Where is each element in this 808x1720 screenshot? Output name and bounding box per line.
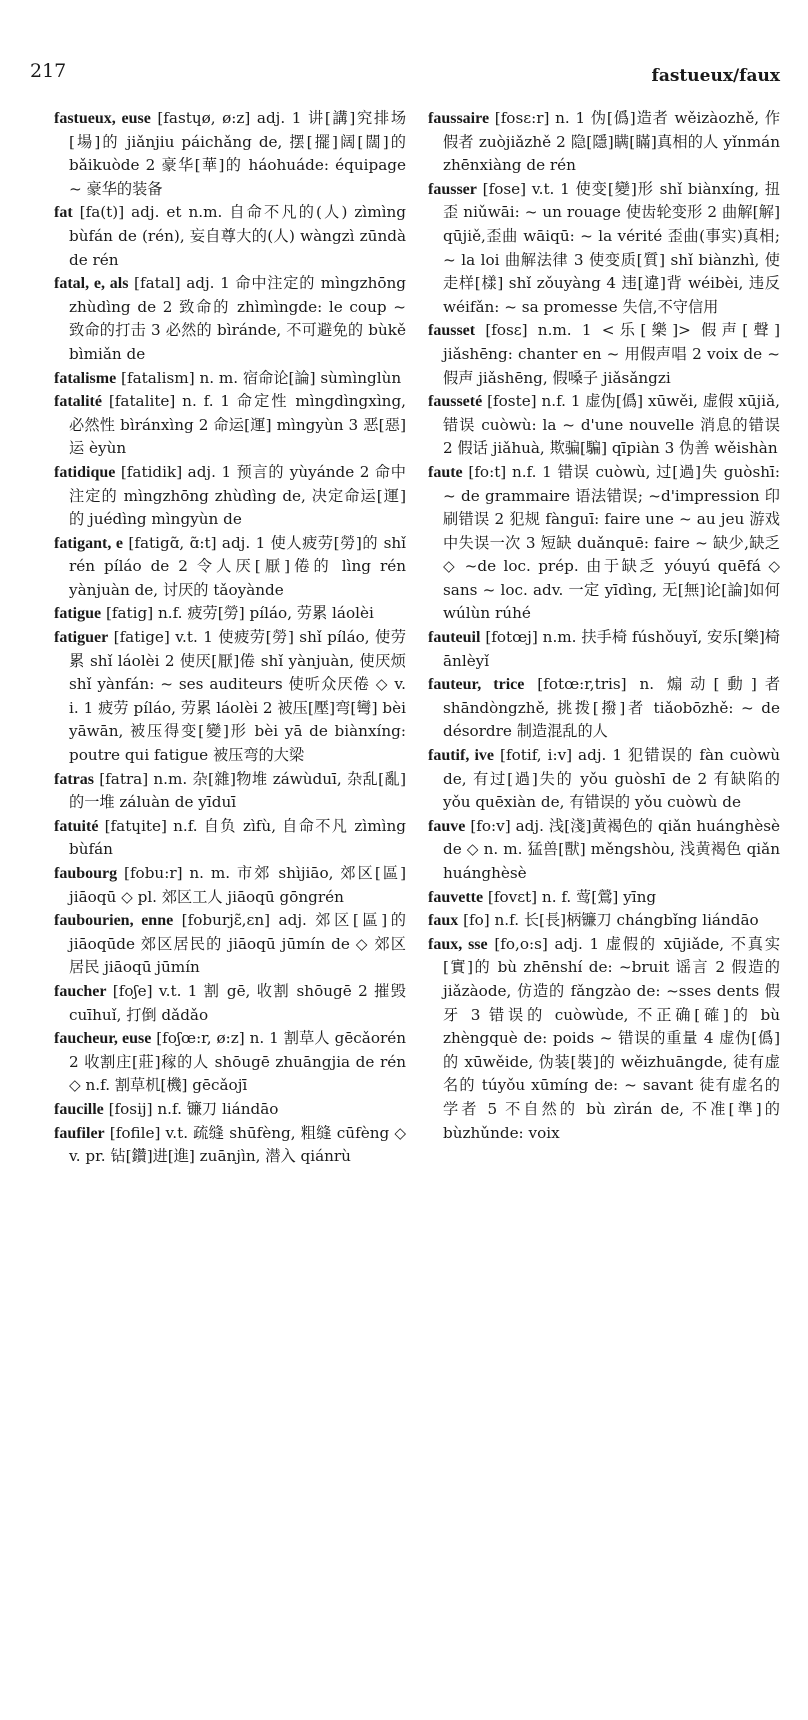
entry-headword: faubourien, enne (54, 912, 174, 930)
entry-headword: fauteuil (428, 629, 481, 647)
dictionary-entry (428, 909, 780, 933)
entry-definition: [foste] n.f. 1 虚伪[僞] xūwěi, 虚假 xūjiǎ, 错误 cuòwù: la ~ d'une nouvelle 消息的错误 2 假话 jiǎhuà, 欺骗[騙] qīpiàn 3 伪善 wěishàn (443, 392, 781, 458)
running-head: fastueux/faux (651, 66, 780, 86)
entry-headword: fatuité (54, 817, 99, 835)
right-column (428, 107, 780, 1145)
dictionary-entry (428, 461, 780, 626)
entry-headword: fauteur, trice (428, 676, 525, 694)
entry-definition: [fobu:r] n. m. 市郊 shìjiāo, 郊区[區] jiāoqū ◇ pl. 郊区工人 jiāoqū gōngrén (69, 864, 406, 906)
dictionary-entry (54, 815, 406, 862)
entry-headword: fausset (428, 322, 476, 340)
entry-headword: faucheur, euse (54, 1030, 152, 1048)
entry-headword: fatalité (54, 393, 102, 411)
dictionary-entry (54, 1098, 406, 1122)
entry-definition: [fatra] n.m. 杂[雜]物堆 záwùduī, 杂乱[亂]的一堆 záluàn de yīduī (69, 769, 406, 812)
dictionary-entry (54, 862, 406, 909)
entry-definition: [foʃe] v.t. 1 割 gē, 收割 shōugē 2 摧毁 cuīhuǐ, 打倒 dǎdǎo (69, 981, 406, 1024)
dictionary-entry (54, 909, 406, 980)
dictionary-entry (428, 673, 780, 744)
entry-definition: [fatidik] adj. 1 预言的 yùyánde 2 命中注定的 mìngzhōng zhùdìng de, 决定命运[運]的 juédìng mìngyùn de (69, 462, 406, 529)
entry-definition: [fatige] v.t. 1 使疲劳[勞] shǐ píláo, 使劳累 shǐ láolèi 2 使厌[厭]倦 shǐ yànjuàn, 使厌烦 shǐ yànfán: ~ ses auditeurs 使听众厌倦 ◇ v. i. 1 疲劳 píláo, 劳累 láolèi 2 被压[壓]弯[彎] bèi yāwān, 被压得变[變]形 bèi yā de biànxíng: poutre qui fatigue 被压弯的大梁 (69, 628, 407, 765)
dictionary-entry (54, 461, 406, 532)
entry-definition: [fatig] n.f. 疲劳[勞] píláo, 劳累 láolèi (105, 604, 374, 623)
entry-definition: [fofile] v.t. 疏缝 shūfèng, 粗缝 cūfèng ◇ v. pr. 钻[鑽]进[進] zuānjìn, 潜入 qiánrù (69, 1123, 407, 1166)
dictionary-entry (428, 815, 780, 886)
dictionary-entry (54, 626, 406, 768)
entry-headword: faubourg (54, 865, 118, 882)
entry-headword: fatiguer (54, 629, 109, 647)
entry-definition: [fotœj] n.m. 扶手椅 fúshǒuyǐ, 安乐[樂]椅 ānlèyǐ (443, 628, 780, 670)
entry-definition: [fose] v.t. 1 使变[變]形 shǐ biànxíng, 扭歪 niǔwāi: ~ un rouage 使齿轮变形 2 曲解[解] qūjiě,歪曲 wāiqū: ~ la vérité 歪曲(事实)真相; ~ la loi 曲解法律 3 使变质[質] shǐ biànzhì, 使走样[樣] shǐ zǒuyàng 4 违[違]背 wéibèi, 违反 wéifǎn: ~ sa promesse 失信,不守信用 (443, 179, 781, 316)
entry-definition: [fo,o:s] adj. 1 虚假的 xūjiǎde, 不真实[實]的 bù zhēnshí de: ~bruit 谣言 2 假造的 jiǎzàode, 仿造的 fǎngzào de: ~sses dents 假牙 3 错误的 cuòwùde, 不正确[確]的 bù zhèngquè de: poids ~ 错误的重量 4 虚伪[僞]的 xūwěide, 伪装[裝]的 wěizhuāngde, 徒有虚名的 túyǒu xūmíng de: ~ savant 徒有虚名的学者 5 不自然的 bù zìrán de, 不准[準]的 bùzhǔnde: voix (443, 934, 781, 1142)
entry-headword: fautif, ive (428, 747, 495, 765)
entry-definition: [fa(t)] adj. et n.m. 自命不凡的(人) zìmìng bùfán de (rén), 妄自尊大的(人) wàngzì zūndà de rén (69, 203, 407, 269)
entry-headword: faux, sse (428, 935, 488, 953)
entry-definition: [fo:v] adj. 浅[淺]黄褐色的 qiǎn huánghèsè de ◇ n. m. 猛兽[獸] měngshòu, 浅黄褐色 qiǎn huánghèsè (443, 816, 781, 882)
entry-headword: fatal, e, als (54, 275, 129, 293)
entry-definition: [fo:t] n.f. 1 错误 cuòwù, 过[過]失 guòshī: ~ de grammaire 语法错误; ~d'impression 印刷错误 2 犯规 fànguī: faire une ~ au jeu 游戏中失误一次 3 短缺 duǎnquē: faire ~ 缺少,缺乏 ◇ ~de loc. prép. 由于缺乏 yóuyú quēfá ◇ sans ~ loc. adv. 一定 yīdìng, 无[無]论[論]如何 wúlùn rúhé (443, 462, 781, 623)
entry-headword: fat (54, 204, 73, 222)
dictionary-entry (54, 768, 406, 815)
dictionary-entry (54, 532, 406, 603)
entry-definition: [fovɛt] n. f. 莺[鶯] yīng (487, 887, 657, 906)
dictionary-entry (54, 1027, 406, 1098)
dictionary-entry (54, 390, 406, 461)
dictionary-entry (54, 201, 406, 272)
left-column (54, 107, 406, 1169)
entry-definition: [fosɛ:r] n. 1 伪[僞]造者 wěizàozhě, 作假者 zuòjiǎzhě 2 隐[隱]瞒[瞞]真相的人 yǐnmán zhēnxiàng de rén (443, 109, 781, 175)
entry-headword: fatalisme (54, 369, 117, 387)
entry-headword: fauvette (428, 888, 484, 906)
entry-definition: [fatigɑ̃, ɑ̃:t] adj. 1 使人疲劳[勞]的 shǐ rén píláo de 2 令人厌[厭]倦的 lìng rén yànjuàn de, 讨厌的 tǎoyànde (69, 533, 406, 599)
entry-headword: faucille (54, 1100, 104, 1118)
dictionary-entry (54, 980, 406, 1027)
dictionary-entry (428, 178, 780, 320)
entry-definition: [fosij] n.f. 镰刀 liándāo (108, 1099, 279, 1118)
entry-definition: [fotœ:r,tris] n. 煽动[動]者 shāndòngzhě, 挑拨[撥]者 tiǎobōzhě: ~ de désordre 制造混乱的人 (443, 675, 781, 741)
entry-headword: fausser (428, 180, 477, 198)
entry-definition: [foʃœ:r, ø:z] n. 1 割草人 gēcǎorén 2 收割庄[莊]稼的人 shōugē zhuāngjia de rén ◇ n.f. 割草机[機] gēcǎojī (69, 1029, 407, 1095)
entry-definition: [fotif, i:v] adj. 1 犯错误的 fàn cuòwù de, 有过[過]失的 yǒu guòshī de 2 有缺陷的 yǒu quēxiàn de, 有错误的 yǒu cuòwù de (443, 746, 781, 812)
dictionary-entry (428, 933, 780, 1145)
entry-headword: fatigue (54, 605, 102, 623)
entry-definition: [fatalite] n. f. 1 命定性 mìngdìngxìng, 必然性 bìránxìng 2 命运[運] mìngyùn 3 恶[惡]运 èyùn (69, 392, 407, 458)
entry-headword: faussaire (428, 110, 490, 127)
dictionary-entry (54, 1122, 406, 1169)
entry-definition: [foburjɛ̃,ɛn] adj. 郊区[區]的 jiāoqūde 郊区居民的 jiāoqū jūmín de ◇ 郊区居民 jiāoqū jūmín (69, 911, 406, 977)
dictionary-entry (428, 626, 780, 673)
entry-definition: [fo] n.f. 长[長]柄镰刀 chángbǐng liándāo (463, 911, 759, 930)
entry-definition: [fatɥite] n.f. 自负 zìfù, 自命不凡 zìmìng bùfán (69, 816, 406, 859)
dictionary-entry (428, 744, 780, 815)
entry-headword: fausseté (428, 393, 483, 411)
entry-definition: [fastɥø, ø:z] adj. 1 讲[講]究排场[場]的 jiǎnjiu páichǎng de, 摆[擺]阔[闊]的 bǎikuòde 2 豪华[華]的 háohuáde: équipage ~ 豪华的装备 (69, 109, 407, 198)
entry-definition: [fosɛ] n.m. 1 <乐[樂]> 假声[聲] jiǎshēng: chanter en ~ 用假声唱 2 voix de ~ 假声 jiǎshēng, 假嗓子 jiǎsǎngzi (443, 321, 780, 387)
entry-headword: fauve (428, 817, 466, 835)
dictionary-entry (428, 319, 780, 390)
entry-definition: [fatal] adj. 1 命中注定的 mìngzhōng zhùdìng de 2 致命的 zhìmìngde: le coup ~ 致命的打击 3 必然的 bìránde, 不可避免的 bùkě bìmiǎn de (69, 274, 407, 363)
page-number: 217 (30, 60, 67, 82)
entry-headword: faux (428, 912, 459, 930)
entry-definition: [fatalism] n. m. 宿命论[論] sùmìnglùn (121, 368, 402, 387)
entry-headword: fatras (54, 770, 94, 788)
entry-headword: fastueux, euse (54, 110, 151, 127)
entry-headword: faute (428, 463, 463, 481)
entry-headword: faucher (54, 982, 107, 1000)
entry-headword: fatigant, e (54, 534, 123, 552)
dictionary-entry (54, 272, 406, 366)
dictionary-entry (54, 107, 406, 201)
entry-headword: fatidique (54, 463, 116, 481)
dictionary-entry (54, 367, 406, 391)
dictionary-entry (428, 886, 780, 910)
entry-headword: faufiler (54, 1124, 105, 1142)
dictionary-entry (54, 602, 406, 626)
dictionary-entry (428, 390, 780, 461)
dictionary-entry (428, 107, 780, 178)
